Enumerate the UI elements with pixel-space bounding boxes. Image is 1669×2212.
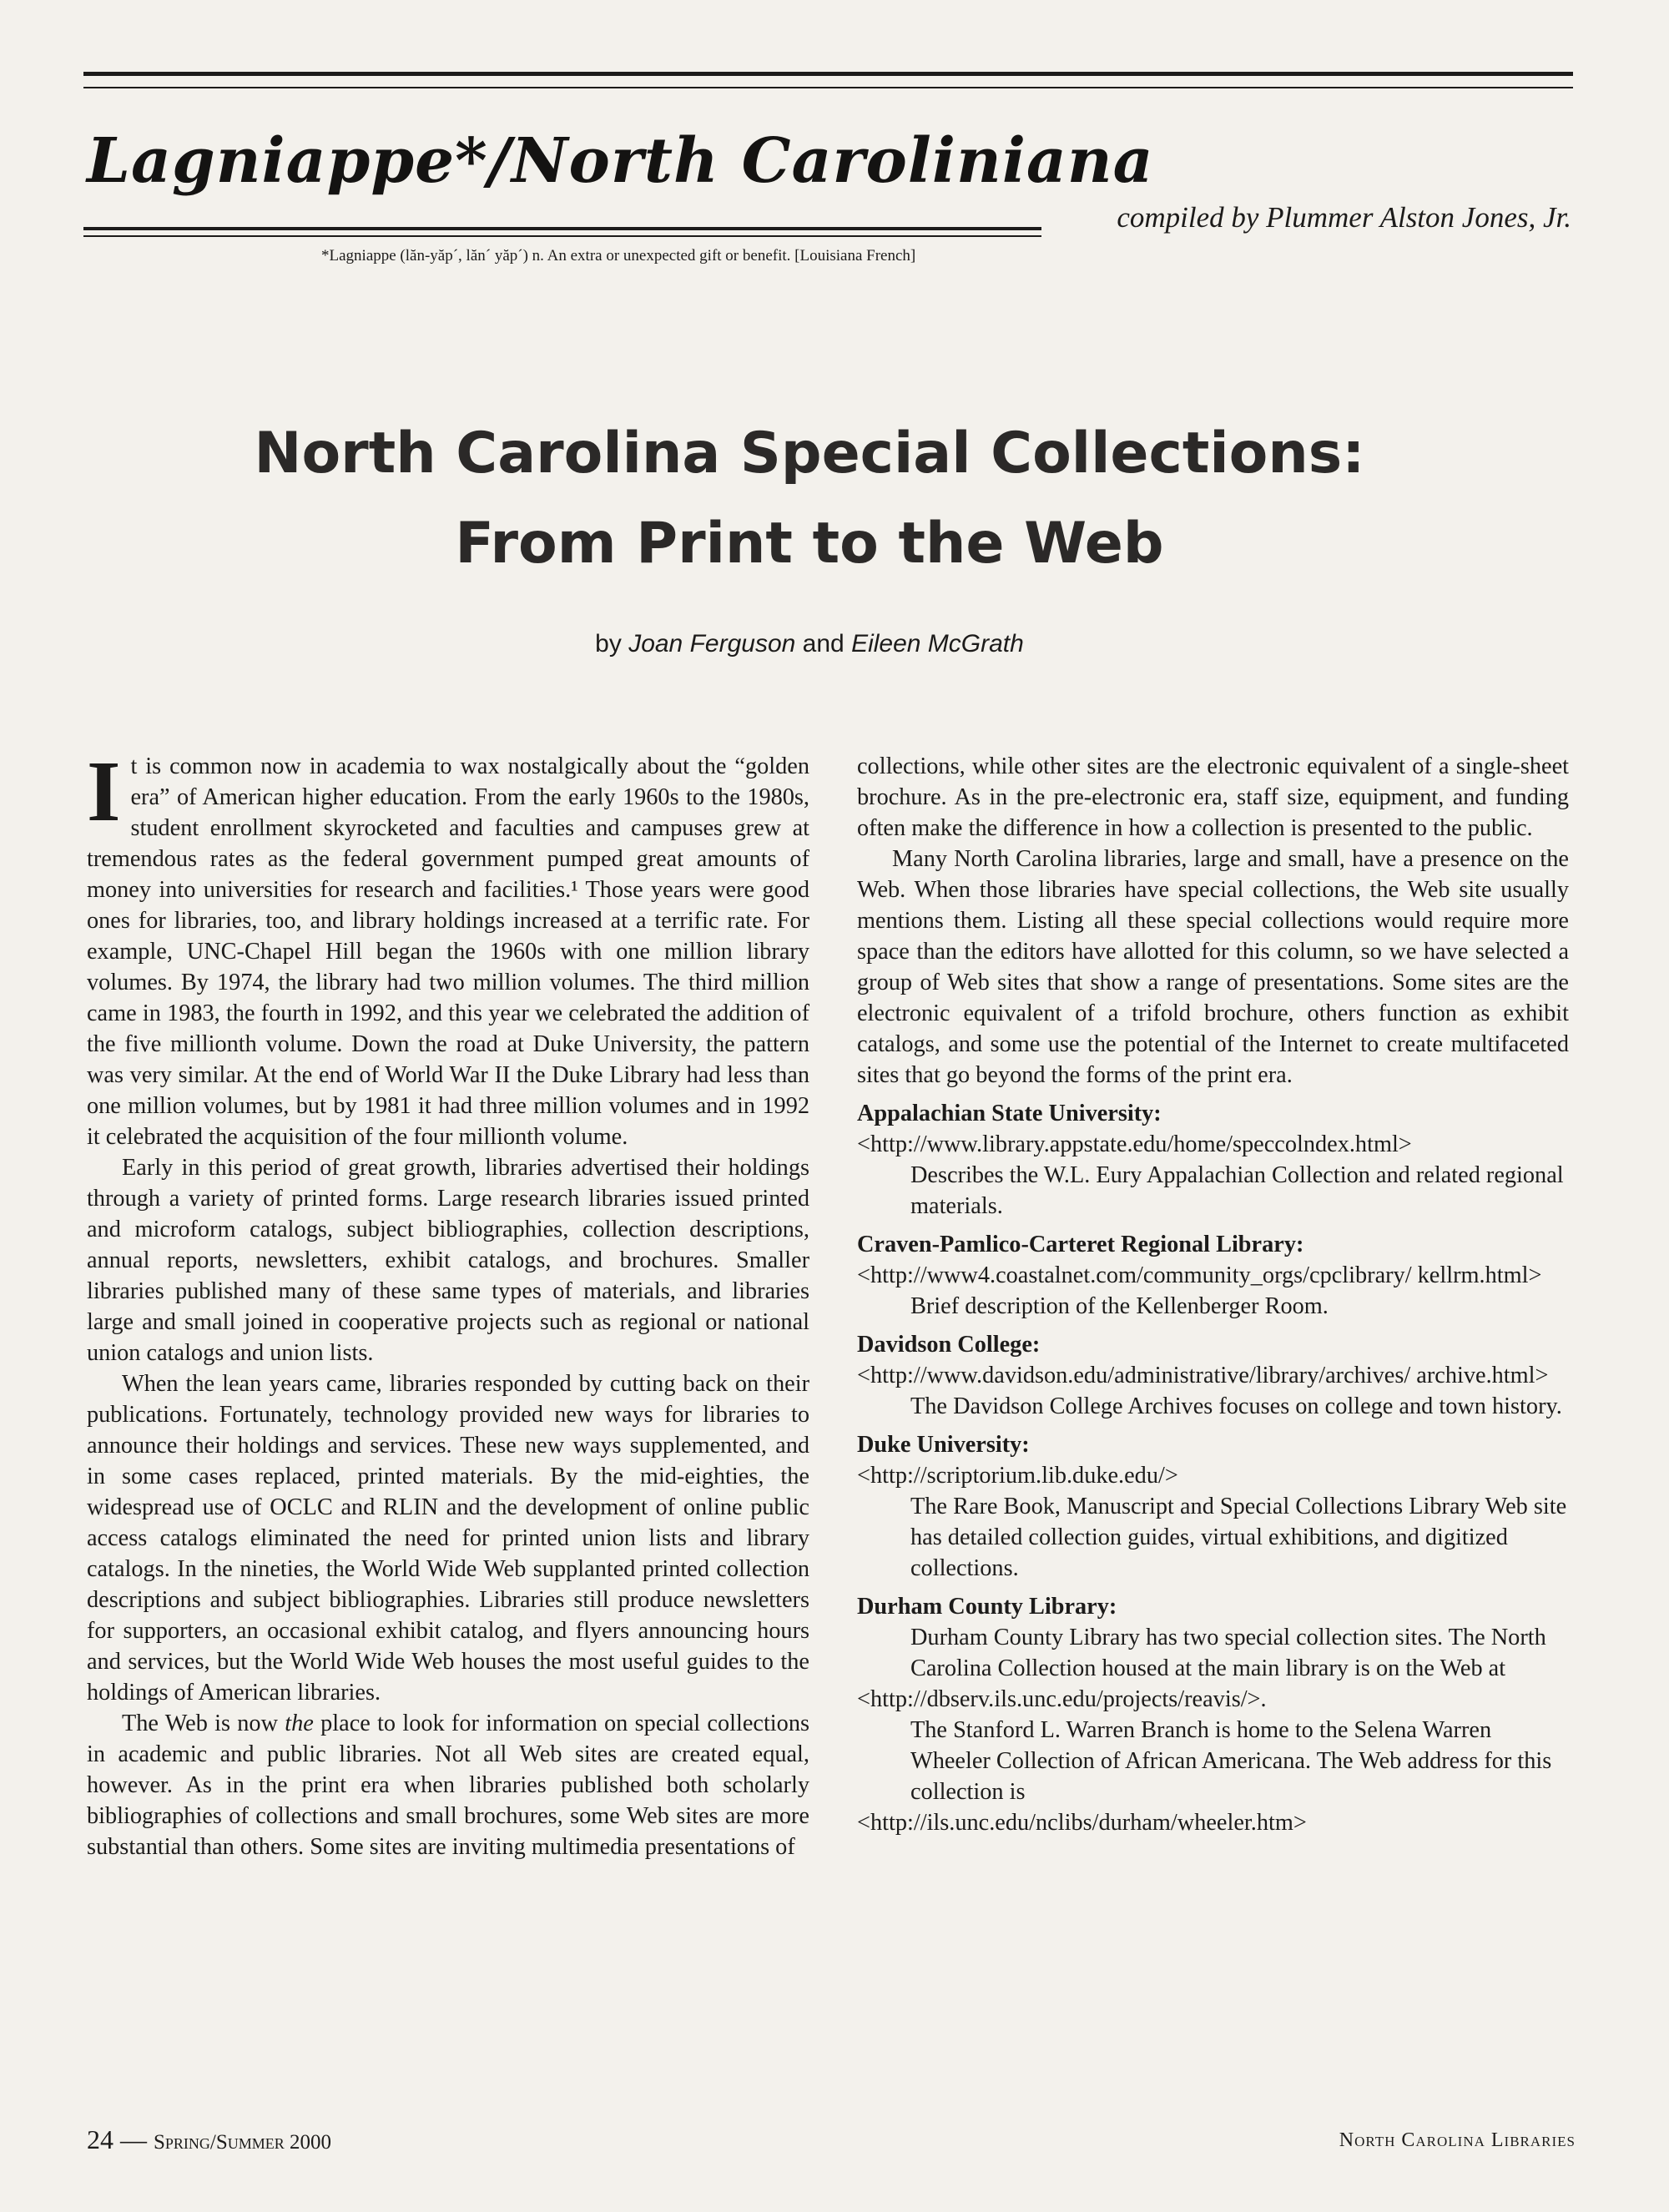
institution-name: Appalachian State University: xyxy=(857,1101,1162,1126)
paragraph-1 xyxy=(87,743,809,1152)
institution-description: The Rare Book, Manuscript and Special Collections Library Web site has detailed collection guides, virtual exhibitions, and digitized collections. xyxy=(910,1494,1567,1581)
institution-name: Davidson College: xyxy=(857,1332,1041,1358)
institution-name: Craven-Pamlico-Carteret Regional Library: xyxy=(857,1232,1304,1257)
paragraph-4-start: The Web is now xyxy=(122,1711,285,1736)
institution-name: Duke University: xyxy=(857,1432,1030,1458)
institution-name: Durham County Library: xyxy=(857,1594,1117,1620)
masthead-rule-bottom-thin xyxy=(83,235,1041,237)
compiled-by: compiled by Plummer Alston Jones, Jr. xyxy=(1117,201,1571,234)
list-item xyxy=(857,1591,1569,1838)
author-2: Eileen McGrath xyxy=(851,630,1024,658)
issue-date: Spring/Summer 2000 xyxy=(154,2131,332,2154)
lagniappe-definition: *Lagniappe (lăn-yăp´, lăn´ yăp´) n. An extra or unexpected gift or benefit. [Louisiana French] xyxy=(321,247,916,265)
list-item xyxy=(857,1098,1569,1222)
institution-description: Durham County Library has two special collection sites. The North Carolina Collection housed at the main library is on the Web at xyxy=(910,1625,1546,1681)
article-title xyxy=(0,409,1619,589)
institution-description: The Davidson College Archives focuses on college and town history. xyxy=(910,1393,1562,1419)
institution-url[interactable]: <http://www.library.appstate.edu/home/speccolndex.html> xyxy=(857,1131,1412,1157)
paragraph-5: collections, while other sites are the electronic equivalent of a single-sheet brochure. As in the pre-electronic era, staff size, equipment, and funding often make the difference in how a collection is presented to the public. xyxy=(857,753,1569,841)
paragraph-2: Early in this period of great growth, libraries advertised their holdings through a variety of printed forms. Large research libraries issued printed and microform catalogs, subject bibliographies, collection descriptions, annual reports, newsletters, exhibit catalogs, and brochures. Smaller libraries published many of these same types of materials, and libraries large and small joined in cooperative projects such as regional or national union catalogs and union lists. xyxy=(87,1155,809,1366)
list-item xyxy=(857,1229,1569,1322)
byline-prefix: by xyxy=(595,630,622,658)
left-column xyxy=(87,743,809,1862)
institution-description: Describes the W.L. Eury Appalachian Collection and related regional materials. xyxy=(910,1162,1564,1219)
institution-url[interactable]: <http://ils.unc.edu/nclibs/durham/wheeler.htm> xyxy=(857,1810,1307,1836)
institution-url[interactable]: <http://www.davidson.edu/administrative/library/archives/ archive.html> xyxy=(857,1363,1549,1388)
right-column xyxy=(857,751,1569,1838)
masthead-rule-top xyxy=(83,72,1573,76)
paragraph-4-emphasis: the xyxy=(285,1711,314,1736)
list-item xyxy=(857,1429,1569,1584)
article-title-line1: North Carolina Special Collections: xyxy=(254,421,1365,486)
list-item xyxy=(857,1329,1569,1422)
publication-name: North Carolina Libraries xyxy=(1339,2129,1576,2151)
article-title-line2: From Print to the Web xyxy=(455,511,1164,577)
institution-url[interactable]: <http://dbserv.ils.unc.edu/projects/reavis/>. xyxy=(857,1686,1267,1712)
column-title: Lagniappe*/North Caroliniana xyxy=(87,125,1154,197)
masthead-rule-top-thin xyxy=(83,87,1573,88)
footer-folio xyxy=(87,2124,331,2155)
institution-url[interactable]: <http://scriptorium.lib.duke.edu/> xyxy=(857,1463,1178,1489)
paragraph-3: When the lean years came, libraries responded by cutting back on their publications. Fortunately, technology provided new ways for libraries to announce their holdings and services. These new ways supplemented, and in some cases replaced, printed materials. By the mid-eighties, the widespread use of OCLC and RLIN and the development of online public access catalogs eliminated the need for printed union lists and library catalogs. In the nineties, the World Wide Web supplanted printed collection descriptions and subject bibliographies. Libraries still produce newsletters for supporters, an occasional exhibit catalog, and flyers announcing hours and services, but the World Wide Web houses the most useful guides to the holdings of American libraries. xyxy=(87,1371,809,1706)
institution-url[interactable]: <http://www4.coastalnet.com/community_orgs/cpclibrary/ kellrm.html> xyxy=(857,1262,1542,1288)
drop-cap: I xyxy=(87,743,121,839)
page-number: 24 xyxy=(87,2124,113,2154)
masthead-rule-bottom xyxy=(83,227,1041,230)
institution-description: The Stanford L. Warren Branch is home to the Selena Warren Wheeler Collection of African Americana. The Web address for this collection is xyxy=(910,1717,1552,1805)
paragraph-6: Many North Carolina libraries, large and small, have a presence on the Web. When those libraries have special collections, the Web site usually mentions them. Listing all these special collections would require more space than the editors have allotted for this column, so we have selected a group of Web sites that show a range of presentations. Some sites are the electronic equivalent of a trifold brochure, others function as exhibit catalogs, and some use the potential of the Internet to create multifaceted sites that go beyond the forms of the print era. xyxy=(857,846,1569,1088)
paragraph-4-end: place to look for information on special collections in academic and public libraries. Not all Web sites are created equal, however. As in the print era when libraries published both scholarly bibliographies of collections and small brochures, some Web sites are more substantial than others. Some sites are inviting multimedia presentations of xyxy=(87,1711,809,1860)
byline-and: and xyxy=(802,630,845,658)
paragraph-4 xyxy=(87,1708,809,1862)
footer-dash: — xyxy=(120,2124,147,2154)
paragraph-1-text: t is common now in academia to wax nostalgically about the “golden era” of American higher education. From the early 1960s to the 1980s, student enrollment skyrocketed and faculties and campuses grew at tremendous rates as the federal government pumped great amounts of money into universities for research and facilities.¹ Those years were good ones for libraries, too, and library holdings increased at a terrific rate. For example, UNC-Chapel Hill began the 1960s with one million library volumes. By 1974, the library had two million volumes. The third million came in 1983, the fourth in 1992, and this year we celebrated the addition of the five millionth volume. Down the road at Duke University, the pattern was very similar. At the end of World War II the Duke Library had less than one million volumes, but by 1981 it had three million volumes and in 1992 it celebrated the acquisition of the four millionth volume. xyxy=(87,753,809,1150)
byline xyxy=(0,630,1619,658)
institution-description: Brief description of the Kellenberger Room. xyxy=(910,1293,1329,1319)
author-1: Joan Ferguson xyxy=(628,630,796,658)
